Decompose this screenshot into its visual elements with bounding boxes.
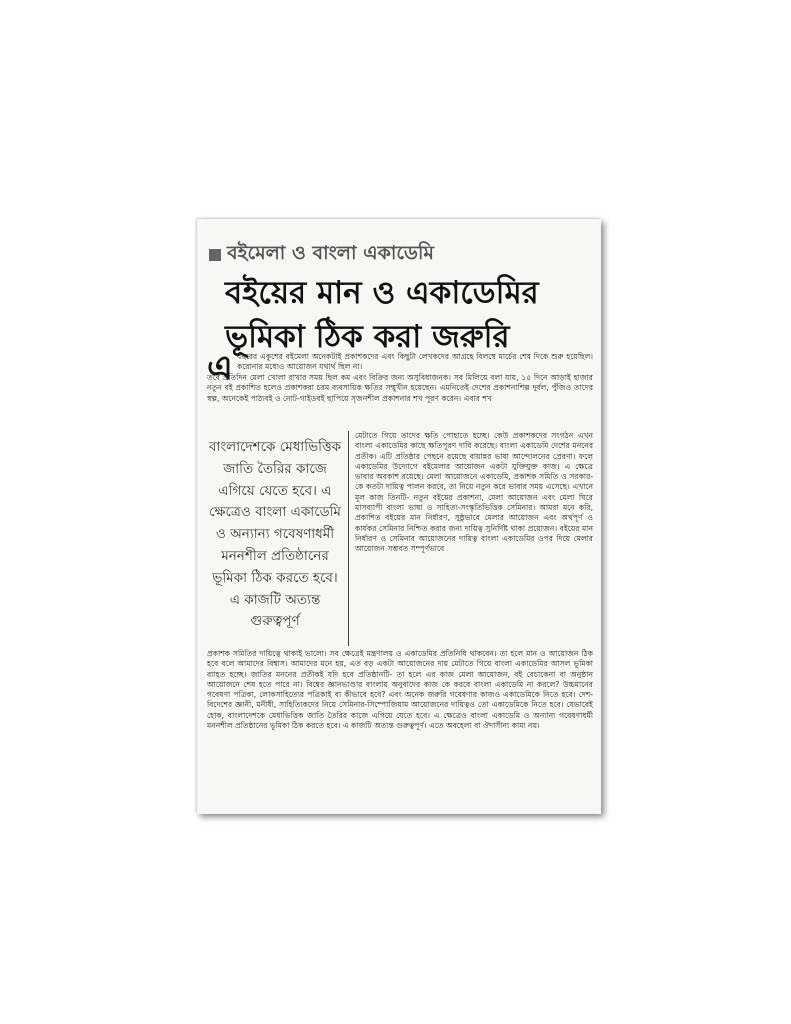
square-bullet-icon [209,249,221,261]
full-width-text: প্রকাশক সমিতির দায়িত্বে থাকাই ভালো। সব ক্ষেত্রেই মন্ত্রণালয় ও একাডেমির প্রতিনিধি থাকবেন। তা হলে মান ও আয়োজন ঠিক হবে বলে আমাদের বিশ্বাস। আমাদের মনে হয়, এত বড় একটা আয়োজনের দায় মেটাতে গিয়ে বাংলা একাডেমির আসল ভূমিকা ব্যাহত হচ্ছে। জাতির মননের প্রতীকই যদি হবে প্রতিষ্ঠানটি- তা হলে এর কাজ মেলা আয়োজন, বই বেচাকেনা বা অনুষ্ঠান আয়োজনে শেষ হতে পারে না। বিশ্বের জ্ঞানভাণ্ডার বাংলায় অনুবাদের কাজ কে করবে বাংলা একাডেমি না করলে? উচ্চমানের গবেষণা পত্রিকা, লোকসাহিত্যের পত্রিকাই বা কীভাবে হবে? এবং অনেক জরুরি গবেষণার কাজও একাডেমিকে নিতে হবে। দেশ-বিদেশের জ্ঞানী, মনীষী, সাহিত্যিকদের নিয়ে সেমিনার-সিম্পোজিয়াম আয়োজনের দায়িত্বও তো একাডেমিকে নিতে হবে। যেভাবেই হোক, বাংলাদেশকে মেধাভিত্তিক জাতি তৈরির কাজে এগিয়ে যেতে হবে। এ ক্ষেত্রেও বাংলা একাডেমি ও অন্যান্য গবেষণাধর্মী মননশীল প্রতিষ্ঠানের ভূমিকা ঠিক করতে হবে। এ কাজটি অত্যন্ত গুরুত্বপূর্ণ। এতে অবহেলা বা ঔদাসীন্য কাম্য নয়। [207,649,593,731]
headline-line-1: বইয়ের মান ও একাডেমির [225,275,539,311]
section-kicker [209,239,434,271]
drop-cap: এ [207,348,233,388]
headline-line-2: ভূমিকা ঠিক করা জরুরি [225,319,510,355]
intro-continued: তবে প্রতিদিন মেলা খোলা রাখার সময় ছিল কম এবং বিক্রির জন্য অসুবিধাজনক। সব মিলিয়ে বলা যায়, ১৫ দিনে আড়াই হাজার নতুন বই প্রকাশিত হলেও প্রকাশকরা চরম ব্যবসায়িক ক্ষতির সম্মুখীন হয়েছেন। এমনিতেই দেশের প্রকাশনাশিল্প দুর্বল, পুঁজিও তাদের স্বল্প, অনেকেই পাঠ্যবই ও নোট-গাইডবই ছাপিয়ে সৃজনশীল প্রকাশনার শখ পূরণ করেন। এবার শখ [207,373,593,403]
intro-paragraph: বছরের একুশের বইমেলা অনেকটাই প্রকাশকদের এবং কিছুটা লেখকদের আগ্রহে বিলম্বে মার্চের শেষ দিকে শুরু হয়েছিল। করোনার মধ্যেও আয়োজন যথার্থ ছিল না। [237,352,593,372]
column-divider [348,431,349,646]
headline [225,271,585,359]
right-column-text: মেটাতে গিয়ে তাদের ক্ষতি পোহাতে হচ্ছে। কেউ প্রকাশকদের সংগঠন এখন বাংলা একাডেমির কাছে ক্ষতিপূরণ দাবি করেছে। বাংলা একাডেমি দেশের মননের প্রতীক। এটি প্রতিষ্ঠার পেছনে রয়েছে বায়ান্নর ভাষা আন্দোলনের প্রেরণা। ফলে একাডেমির উদ্যোগে বইমেলার আয়োজন একটা যুক্তিযুক্ত কাজ। এ ক্ষেত্রে ভাবার অবকাশ রয়েছে। মেলা আয়োজনে একাডেমি, প্রকাশক সমিতি ও সরকার- কে কতটা দায়িত্ব পালন করবে, তা নিয়ে নতুন করে ভাবার সময় এসেছে। এখানে মূল কাজ তিনটি- নতুন বইয়ের প্রকাশনা, মেলা আয়োজন এবং মেলা ঘিরে মাসব্যাপী বাংলা ভাষা ও সাহিত্য-সংস্কৃতিভিত্তিক সেমিনার। আমরা মনে করি, প্রকাশিত বইয়ের মান নির্ধারণ, সুষ্ঠুভাবে মেলার আয়োজন এবং অর্থপূর্ণ ও কার্যকর সেমিনার নিশ্চিত করার জন্য দায়িত্ব সুনির্দিষ্ট থাকা প্রয়োজন। বইয়ের মান নির্ধারণ ও সেমিনার আয়োজনের দায়িত্ব বাংলা একাডেমির ওপর দিয়ে মেলার আয়োজন সম্ভবত সম্পূর্ণভাবে [355,431,593,554]
kicker-text: বইমেলা ও বাংলা একাডেমি [227,242,434,264]
newspaper-clipping [197,219,601,814]
pull-quote: বাংলাদেশকে মেধাভিত্তিক জাতি তৈরির কাজে এগিয়ে যেতে হবে। এ ক্ষেত্রেও বাংলা একাডেমি ও অন্যান্য গবেষণাধর্মী মননশীল প্রতিষ্ঠানের ভূমিকা ঠিক করতে হবে। এ কাজটি অত্যন্ত গুরুত্বপূর্ণ [208,439,342,630]
